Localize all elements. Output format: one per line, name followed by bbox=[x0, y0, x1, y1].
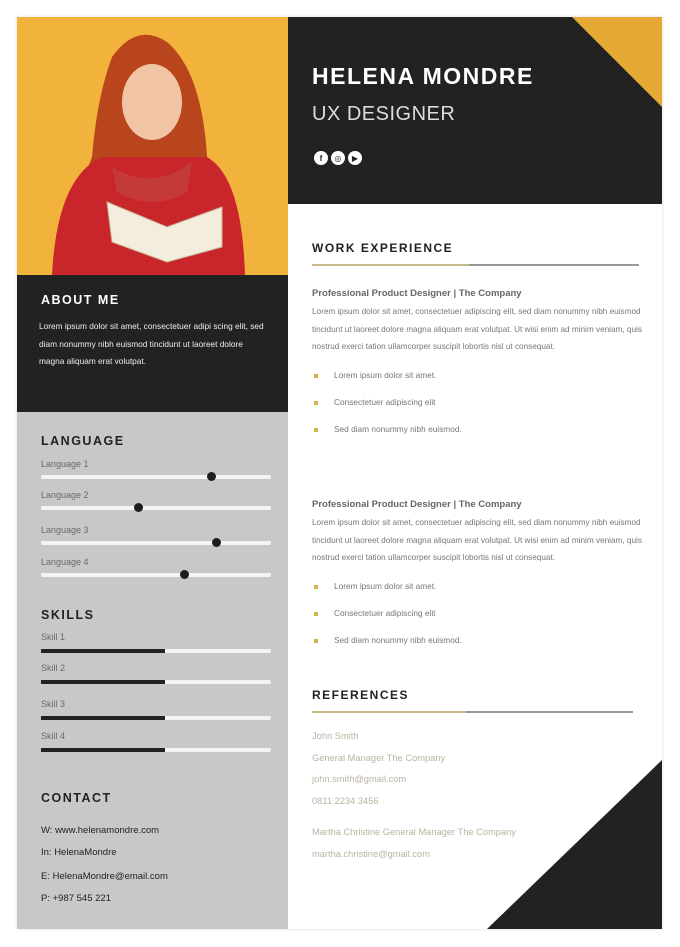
social-links bbox=[314, 151, 362, 165]
skill-label: Skill 1 bbox=[41, 632, 66, 642]
language-heading: LANGUAGE bbox=[41, 434, 125, 448]
header bbox=[288, 17, 662, 204]
work-divider bbox=[312, 264, 639, 266]
contact-email: E: HelenaMondre@email.com bbox=[41, 871, 168, 882]
about-heading: ABOUT ME bbox=[41, 293, 120, 307]
job-title: Professional Product Designer | The Company bbox=[312, 499, 522, 510]
job-description: Lorem ipsum dolor sit amet, consectetuer adipiscing elit, sed diam nonummy nibh euismod tincidunt ut laoreet dolore magna aliquam erat volutpat. Ut wisi enim ad minim veniam, quis nostrud exerci tation ullamcorper suscipit lobortis nisl ut consequat. bbox=[312, 307, 642, 351]
ref1-phone: 0811 2234 3456 bbox=[312, 796, 379, 806]
skill-level-bar bbox=[41, 649, 271, 653]
skill-level-fill bbox=[41, 748, 165, 752]
job-entry bbox=[312, 288, 647, 443]
skill-level-bar bbox=[41, 748, 271, 752]
job-title: Professional Product Designer | The Company bbox=[312, 288, 522, 299]
youtube-icon[interactable]: ▶ bbox=[348, 151, 362, 165]
skill-level-fill bbox=[41, 649, 165, 653]
language-label: Language 3 bbox=[41, 525, 89, 535]
work-heading: WORK EXPERIENCE bbox=[312, 241, 454, 255]
language-level-bar bbox=[41, 541, 271, 545]
contact-website: W: www.helenamondre.com bbox=[41, 825, 160, 836]
resume-page bbox=[17, 17, 662, 929]
language-level-dot bbox=[212, 538, 221, 547]
references-divider bbox=[312, 711, 633, 713]
about-section bbox=[17, 275, 288, 412]
language-label: Language 4 bbox=[41, 557, 89, 567]
job-bullet: Consectetuer adipiscing elit bbox=[334, 389, 647, 416]
ref1-name: John Smith bbox=[312, 731, 359, 741]
language-level-bar bbox=[41, 506, 271, 510]
skill-level-bar bbox=[41, 716, 271, 720]
skill-level-fill bbox=[41, 716, 165, 720]
contact-linkedin: In: HelenaMondre bbox=[41, 847, 117, 858]
profile-photo bbox=[17, 17, 288, 275]
instagram-icon[interactable]: ◎ bbox=[331, 151, 345, 165]
language-level-dot bbox=[180, 570, 189, 579]
skill-label: Skill 2 bbox=[41, 663, 66, 673]
ref2-email: martha.christine@gmail.com bbox=[312, 849, 430, 859]
language-level-dot bbox=[207, 472, 216, 481]
language-level-bar bbox=[41, 573, 271, 577]
skill-label: Skill 4 bbox=[41, 731, 66, 741]
skill-level-fill bbox=[41, 680, 165, 684]
name: HELENA MONDRE bbox=[312, 63, 534, 89]
job-bullet: Consectetuer adipiscing elit bbox=[334, 600, 647, 627]
ref1-email: john.smith@gmail.com bbox=[312, 774, 407, 784]
job-title: UX DESIGNER bbox=[312, 103, 456, 125]
job-bullets bbox=[312, 362, 647, 443]
references-heading: REFERENCES bbox=[312, 688, 410, 702]
skill-level-bar bbox=[41, 680, 271, 684]
language-level-dot bbox=[134, 503, 143, 512]
job-bullet: Lorem ipsum dolor sit amet. bbox=[334, 573, 647, 600]
job-bullet: Sed diam nonummy nibh euismod. bbox=[334, 416, 647, 443]
job-entry bbox=[312, 499, 647, 654]
skills-heading: SKILLS bbox=[41, 608, 95, 622]
skill-label: Skill 3 bbox=[41, 699, 66, 709]
left-column bbox=[17, 17, 288, 929]
language-level-bar bbox=[41, 475, 271, 479]
facebook-icon[interactable]: f bbox=[314, 151, 328, 165]
contact-heading: CONTACT bbox=[41, 791, 112, 805]
ref1-position: General Manager The Company bbox=[312, 753, 446, 763]
about-text: Lorem ipsum dolor sit amet, consectetuer adipi scing elit, sed diam nonummy nibh euismod tincidunt ut laoreet dolore magna aliquam erat volutpat. bbox=[39, 321, 264, 366]
language-label: Language 2 bbox=[41, 490, 89, 500]
contact-phone: P: +987 545 221 bbox=[41, 893, 111, 904]
job-bullet: Sed diam nonummy nibh euismod. bbox=[334, 627, 647, 654]
ref2-name-position: Martha Christine General Manager The Company bbox=[312, 827, 516, 837]
job-bullet: Lorem ipsum dolor sit amet. bbox=[334, 362, 647, 389]
language-label: Language 1 bbox=[41, 459, 89, 469]
job-bullets bbox=[312, 573, 647, 654]
job-description: Lorem ipsum dolor sit amet, consectetuer adipiscing elit, sed diam nonummy nibh euismod tincidunt ut laoreet dolore magna aliquam erat volutpat. Ut wisi enim ad minim veniam, quis nostrud exerci tation ullamcorper suscipit lobortis nisl ut consequat. bbox=[312, 518, 642, 562]
